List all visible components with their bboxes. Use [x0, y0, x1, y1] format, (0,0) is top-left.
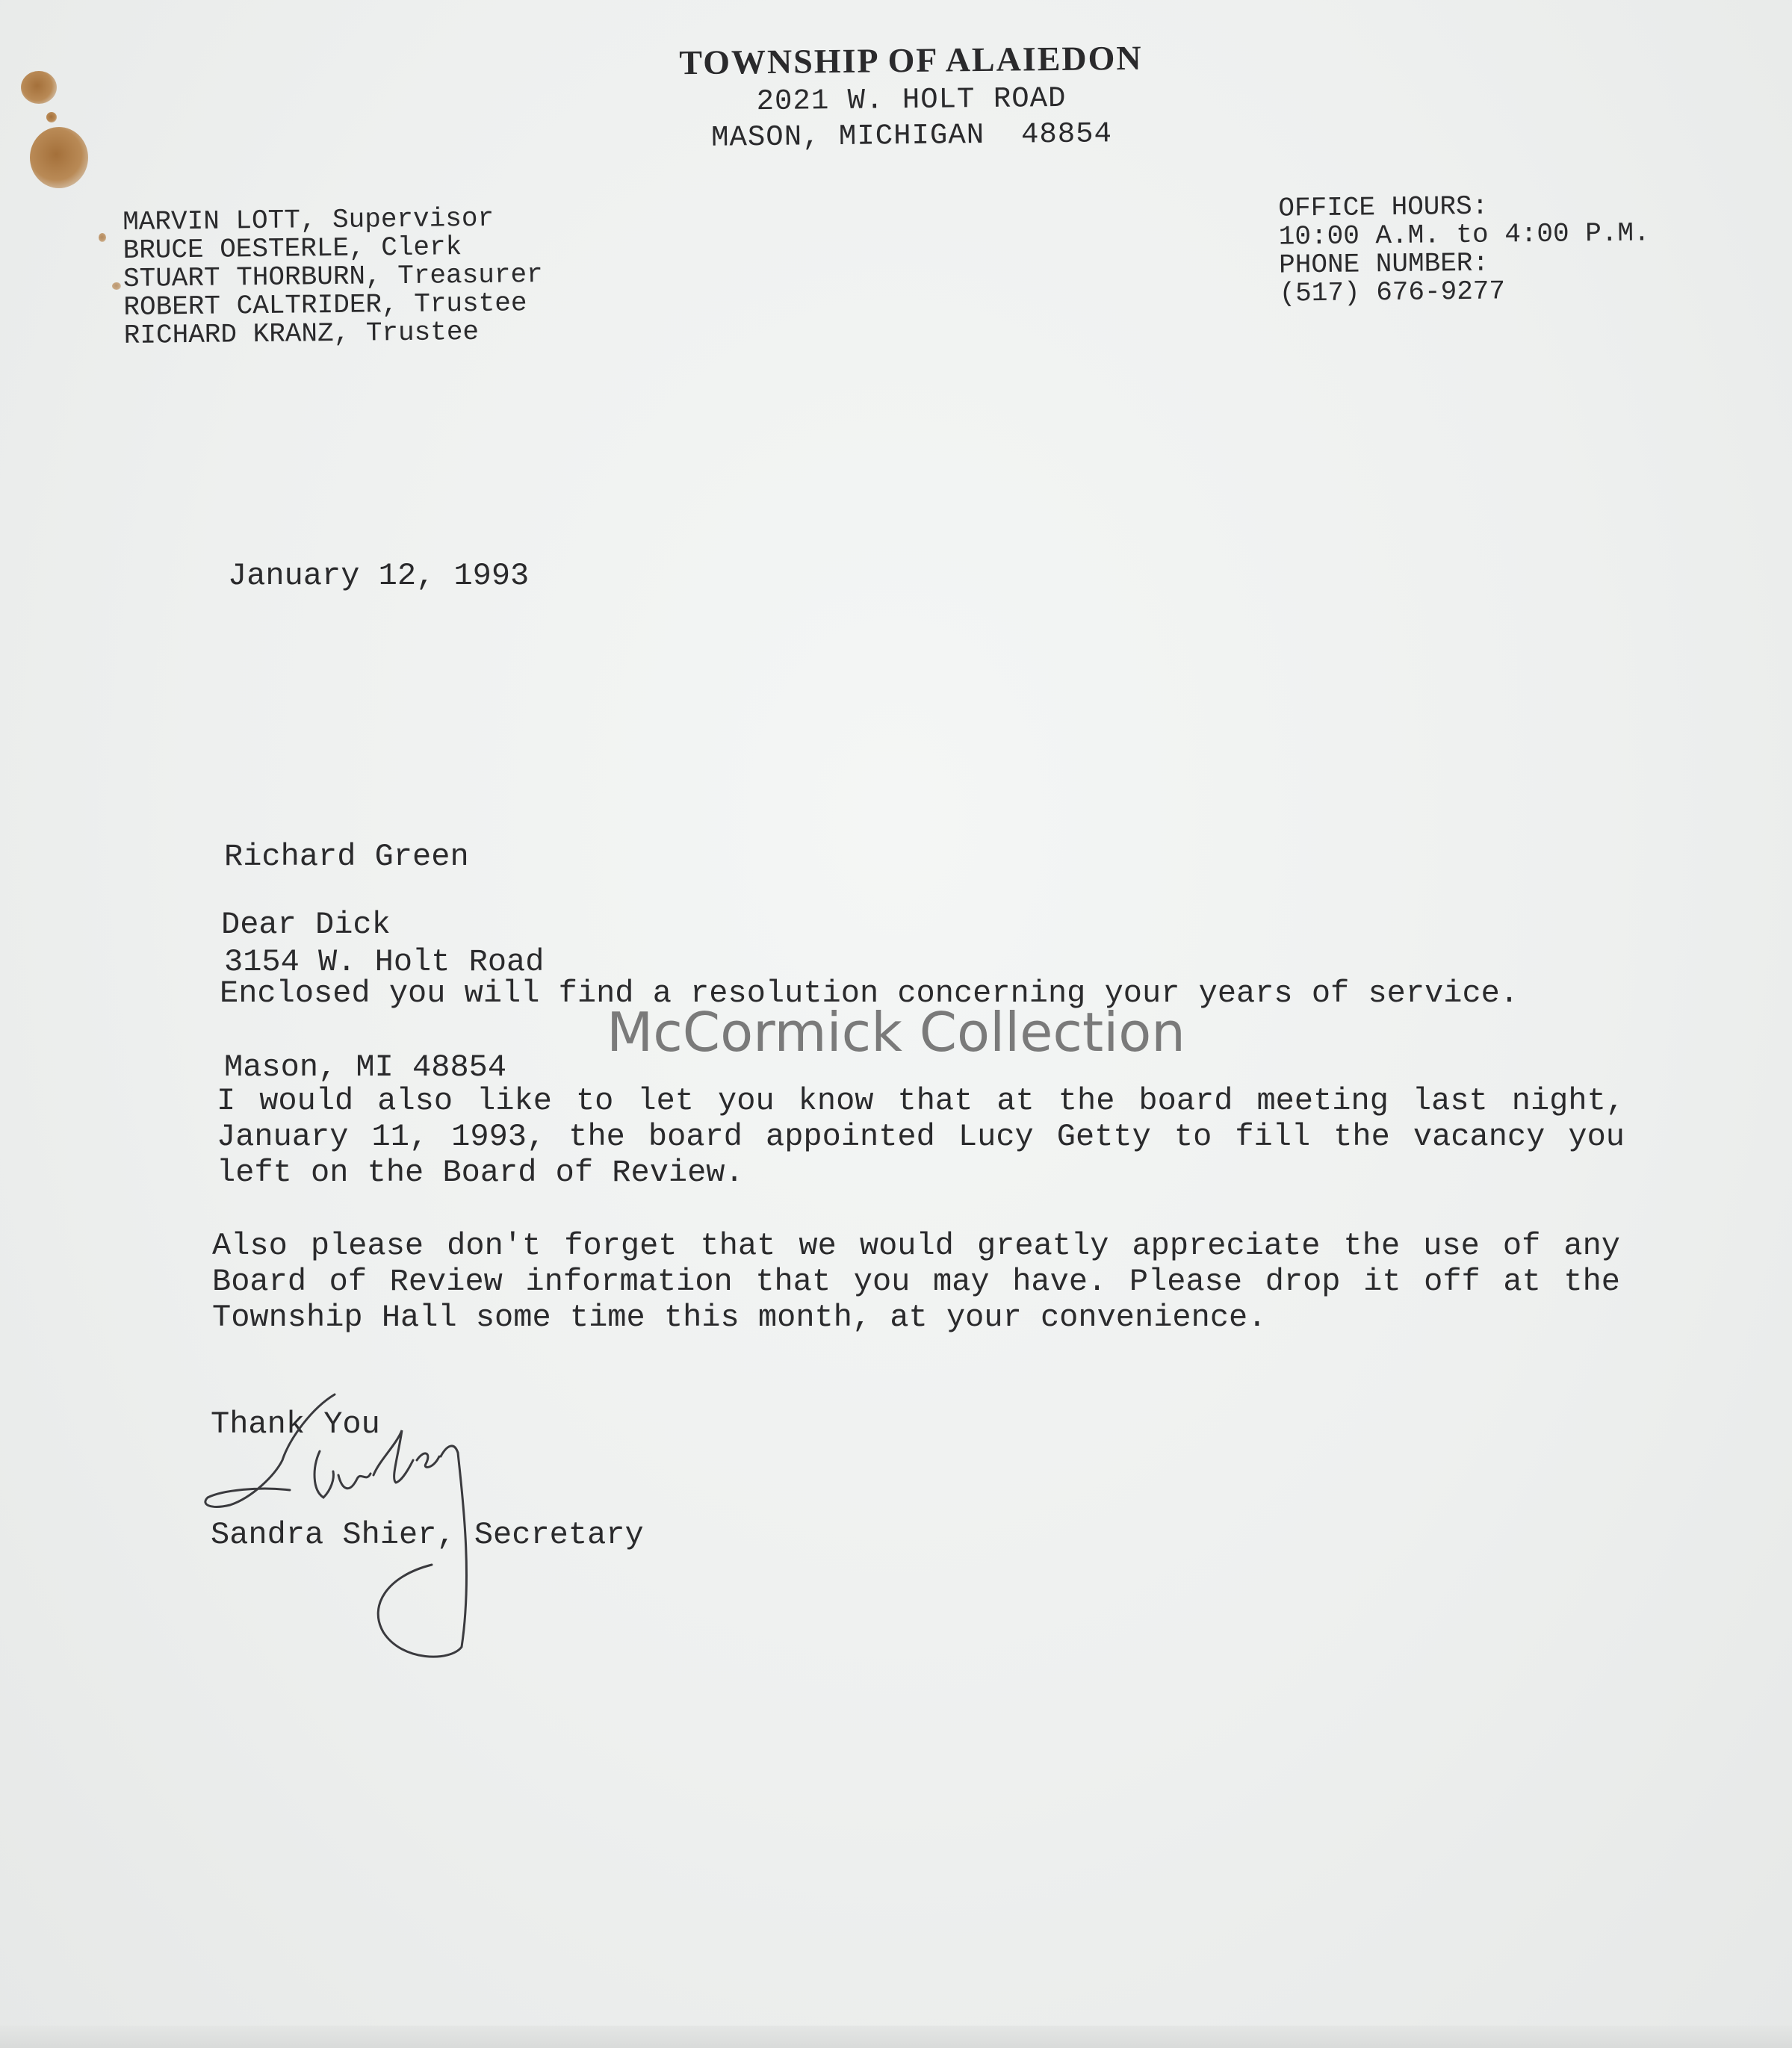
official-item: ROBERT CALTRIDER, Trustee [123, 288, 527, 323]
paragraph: Also please don't forget that we would greatly appreciate the use of any Board of Review information that you may have. Please drop it off at the Township Hall some time this month, at your convenience. [212, 1228, 1620, 1335]
page-bottom-edge [0, 2026, 1792, 2048]
letterhead [612, 36, 1211, 157]
office-hours-label: OFFICE HOURS: [1278, 190, 1489, 224]
official-item: RICHARD KRANZ, Trustee [123, 316, 480, 351]
stain-speck [112, 282, 121, 290]
office-hours-value: 10:00 A.M. to 4:00 P.M. [1278, 217, 1650, 252]
official-item: BRUCE OESTERLE, Clerk [123, 232, 462, 266]
stain-speck [99, 233, 106, 242]
recipient-name: Richard Green [224, 839, 469, 875]
phone-label: PHONE NUMBER: [1278, 247, 1489, 281]
stain-dot [46, 112, 57, 122]
letterhead-address: 2021 W. HOLT ROAD [756, 81, 1067, 119]
phone-value: (517) 676-9277 [1279, 276, 1506, 309]
paragraph: Enclosed you will find a resolution concerning your years of service. [220, 975, 1519, 1011]
official-item: STUART THORBURN, Treasurer [123, 259, 543, 294]
office-info [1278, 190, 1650, 308]
letterhead-title: TOWNSHIP OF ALAIEDON [679, 38, 1143, 82]
watermark: McCormick Collection [607, 1001, 1185, 1064]
official-item: MARVIN LOTT, Supervisor [122, 202, 494, 238]
closing: Thank You [211, 1406, 380, 1442]
letter-date: January 12, 1993 [228, 558, 530, 594]
stain-small [21, 71, 57, 104]
signer-name: Sandra Shier, Secretary [211, 1517, 644, 1553]
letterhead-city: MASON, MICHIGAN 48854 [710, 117, 1113, 155]
salutation: Dear Dick [221, 907, 391, 943]
officials-list [123, 204, 544, 350]
recipient-street: 3154 W. Holt Road [224, 944, 545, 980]
stain-large [30, 127, 88, 188]
paragraph: I would also like to let you know that at the board meeting last night, January 11, 1993, the board appointed Lucy Getty to fill the vacancy you left on the Board of Review. [217, 1083, 1625, 1191]
recipient-city: Mason, MI 48854 [224, 1049, 507, 1085]
